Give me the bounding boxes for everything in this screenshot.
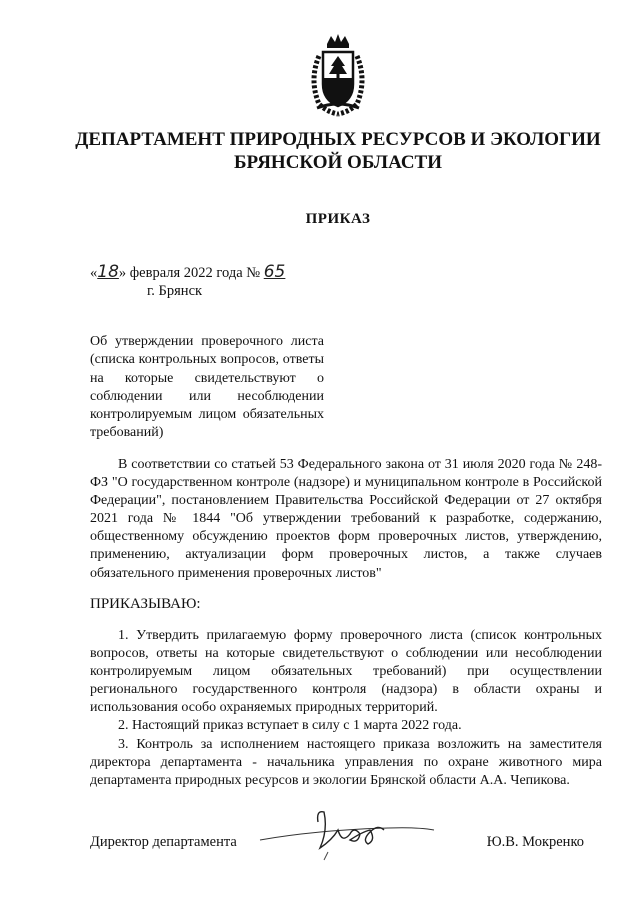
order-date-text: » февраля 2022 года № (118, 265, 261, 281)
signer-position: Директор департамента (90, 834, 237, 850)
order-items (90, 627, 602, 790)
order-command: ПРИКАЗЫВАЮ: (90, 596, 201, 612)
coat-of-arms-icon (305, 30, 371, 118)
signer-name: Ю.В. Мокренко (486, 834, 584, 850)
department-name (60, 128, 616, 174)
department-line-2: БРЯНСКОЙ ОБЛАСТИ (233, 152, 443, 173)
order-item-2: 2. Настоящий приказ вступает в силу с 1 марта 2022 года. (118, 718, 462, 734)
order-date-line (90, 262, 285, 282)
order-city: г. Брянск (147, 283, 203, 299)
order-item-1: 1. Утвердить прилагаемую форму проверочного листа (список контрольных вопросов, ответы на которые свидетельствуют о соблюдении или несоблюдении контролируемым лицом обязательных требований) при осуществлении регионального государственного контроля (надзора) в области охраны и использования особо охраняемых природных территорий. (90, 628, 602, 716)
handwritten-signature-icon (258, 800, 438, 870)
date-open-quote: « (90, 265, 98, 281)
order-preamble: В соответствии со статьей 53 Федерального закона от 31 июля 2020 года № 248-ФЗ "О государственном контроле (надзоре) и муниципальном контроле в Российской Федерации", постановлением Правительства Российской Федерации от 27 октября 2021 года № 1844 "Об утверждении требований к разработке, содержанию, общественному обсуждению проектов форм проверочных листов, утверждению, применению, актуализации форм проверочных листов, а также случаев обязательного применения проверочных листов" (90, 457, 602, 581)
order-title: ПРИКАЗ (305, 211, 371, 227)
order-number: 65 (263, 262, 286, 282)
order-subject: Об утверждении проверочного листа (списка контрольных вопросов, ответы на которые свидетельствуют о соблюдении или несоблюдении контролируемым лицом обязательных требований) (90, 334, 324, 441)
department-line-1: ДЕПАРТАМЕНТ ПРИРОДНЫХ РЕСУРСОВ И ЭКОЛОГИИ (75, 129, 601, 150)
order-day: 18 (97, 262, 119, 282)
order-item-3: 3. Контроль за исполнением настоящего приказа возложить на заместителя директора департамента - начальника управления по охране животного мира департамента природных ресурсов и экологии Брянской области А.А. Чепикова. (90, 736, 602, 788)
